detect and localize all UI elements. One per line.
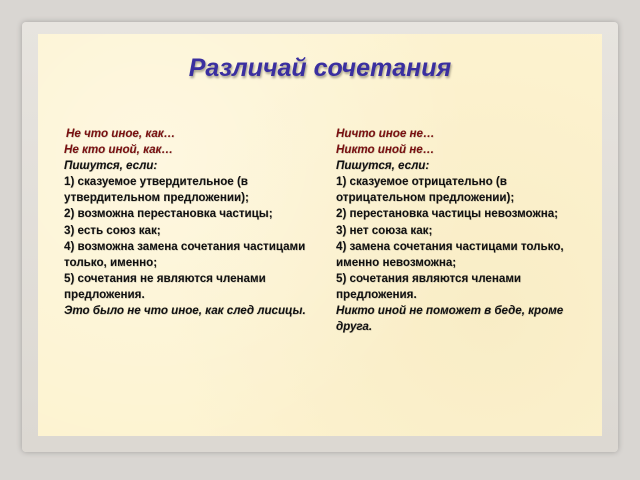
right-rule-2: 2) перестановка частицы невозможна; (336, 207, 559, 221)
right-term-2: Никто иной не… (336, 143, 435, 157)
right-rule-1: 1) сказуемое отрицательно (в отрицательном предложении); (336, 175, 515, 205)
slide (38, 34, 602, 436)
left-rule-1: 1) сказуемое утвердительное (в утвердительном предложении); (64, 175, 249, 205)
left-rule-4: 4) возможна замена сочетания частицами только, именно; (64, 239, 306, 269)
left-rule-5: 5) сочетания не являются членами предложения. (64, 271, 266, 301)
right-heading: Пишутся, если: (336, 159, 430, 173)
right-term-1: Ничто иное не… (336, 127, 435, 140)
left-rule-3: 3) есть союз как; (64, 223, 161, 237)
left-term-1: Не что иное, как… (66, 127, 176, 140)
left-term-2: Не кто иной, как… (64, 143, 174, 157)
right-column (336, 126, 574, 335)
right-rule-3: 3) нет союза как; (336, 223, 433, 237)
left-column (64, 126, 306, 319)
slide-title: Различай сочетания (188, 54, 452, 82)
left-example: Это было не что иное, как след лисицы. (64, 304, 306, 318)
right-rule-5: 5) сочетания являются членами предложения. (336, 271, 522, 301)
left-rule-2: 2) возможна перестановка частицы; (64, 207, 273, 221)
right-rule-4: 4) замена сочетания частицами только, именно невозможна; (336, 239, 564, 269)
right-example: Никто иной не поможет в беде, кроме друга. (336, 304, 564, 334)
left-heading: Пишутся, если: (64, 159, 158, 173)
